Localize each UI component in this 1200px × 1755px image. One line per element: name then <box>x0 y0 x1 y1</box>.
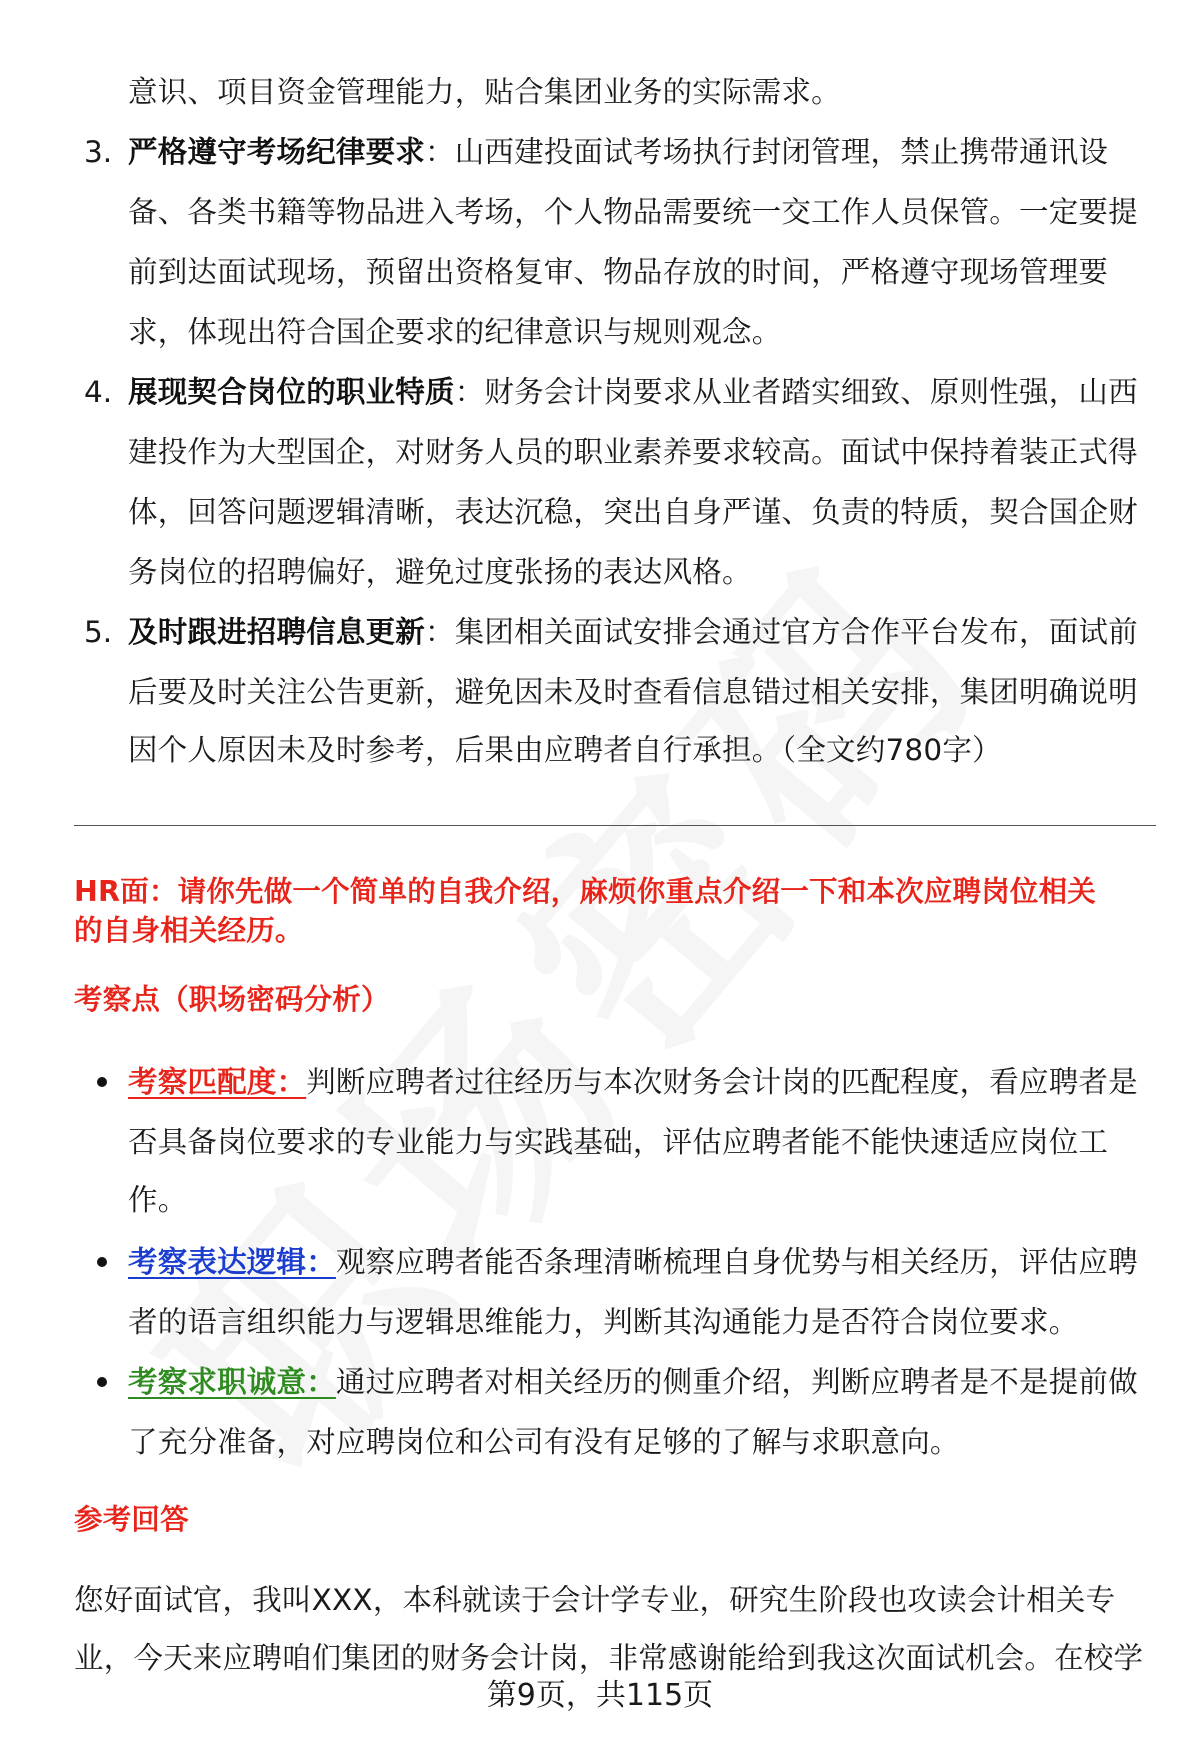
analysis-title: 考察点（职场密码分析） <box>74 983 390 1016</box>
list-item-heading: 展现契合岗位的职业特质 <box>128 375 455 409</box>
bullet-1-first-line <box>128 1062 1138 1102</box>
list-item-line: 建投作为大型国企，对财务人员的职业素养要求较高。面试中保持着装正式得 <box>128 435 1138 469</box>
bullet-text: 判断应聘者过往经历与本次财务会计岗的匹配程度，看应聘者是 <box>306 1065 1138 1099</box>
bullet-line: 否具备岗位要求的专业能力与实践基础，评估应聘者能不能快速适应岗位工 <box>128 1125 1109 1159</box>
bullet-key: 考察求职诚意： <box>128 1365 336 1399</box>
list-item-line: 务岗位的招聘偏好，避免过度张扬的表达风格。 <box>128 555 752 589</box>
list-item-text: ：集团相关面试安排会通过官方合作平台发布，面试前 <box>425 615 1138 649</box>
answer-line: 您好面试官，我叫XXX，本科就读于会计学专业，研究生阶段也攻读会计相关专 <box>74 1583 1116 1617</box>
bullet-2-first-line <box>128 1242 1138 1282</box>
bullet-line: 者的语言组织能力与逻辑思维能力，判断其沟通能力是否符合岗位要求。 <box>128 1305 1079 1339</box>
list-item-5-first-line <box>128 612 1138 652</box>
section-divider <box>74 825 1156 826</box>
list-item-text: ：山西建投面试考场执行封闭管理，禁止携带通讯设 <box>425 135 1109 169</box>
list-item-line: 体，回答问题逻辑清晰，表达沉稳，突出自身严谨、负责的特质，契合国企财 <box>128 495 1138 529</box>
page-footer: 第9页，共115页 <box>486 1678 714 1713</box>
bullet-key: 考察匹配度： <box>128 1065 307 1099</box>
bullet-key: 考察表达逻辑： <box>128 1245 336 1279</box>
list-item-3-first-line <box>128 132 1108 172</box>
bullet-text: 观察应聘者能否条理清晰梳理自身优势与相关经历，评估应聘 <box>335 1245 1138 1279</box>
list-item-heading: 严格遵守考场纪律要求 <box>128 135 426 169</box>
list-item-line: 备、各类书籍等物品进入考场，个人物品需要统一交工作人员保管。一定要提 <box>128 195 1138 229</box>
list-item-line: 求，体现出符合国企要求的纪律意识与规则观念。 <box>128 315 782 349</box>
list-item-heading: 及时跟进招聘信息更新 <box>128 615 426 649</box>
list-item-continuation: 意识、项目资金管理能力，贴合集团业务的实际需求。 <box>128 75 841 109</box>
bullet-text: 通过应聘者对相关经历的侧重介绍，判断应聘者是不是提前做 <box>335 1365 1138 1399</box>
list-item-line: 前到达面试现场，预留出资格复审、物品存放的时间，严格遵守现场管理要 <box>128 255 1109 289</box>
bullet-dot <box>97 1377 107 1387</box>
bullet-line: 作。 <box>128 1183 188 1217</box>
bullet-line: 了充分准备，对应聘岗位和公司有没有足够的了解与求职意向。 <box>128 1425 960 1459</box>
question-line-1: HR面：请你先做一个简单的自我介绍，麻烦你重点介绍一下和本次应聘岗位相关 <box>74 875 1097 908</box>
list-item-number: 5. <box>84 615 113 649</box>
list-item-4-first-line <box>128 372 1138 412</box>
list-item-line: 后要及时关注公告更新，避免因未及时查看信息错过相关安排，集团明确说明 <box>128 675 1138 709</box>
list-item-number: 3. <box>84 135 113 169</box>
question-line-2: 的自身相关经历。 <box>74 914 304 947</box>
answer-line: 业，今天来应聘咱们集团的财务会计岗，非常感谢能给到我这次面试机会。在校学 <box>74 1641 1144 1675</box>
bullet-dot <box>97 1257 107 1267</box>
bullet-3-first-line <box>128 1362 1138 1402</box>
list-item-line: 因个人原因未及时参考，后果由应聘者自行承担。（全文约780字） <box>128 733 1002 767</box>
list-item-number: 4. <box>84 375 113 409</box>
answer-title: 参考回答 <box>74 1503 189 1536</box>
bullet-dot <box>97 1077 107 1087</box>
list-item-text: ：财务会计岗要求从业者踏实细致、原则性强，山西 <box>454 375 1138 409</box>
